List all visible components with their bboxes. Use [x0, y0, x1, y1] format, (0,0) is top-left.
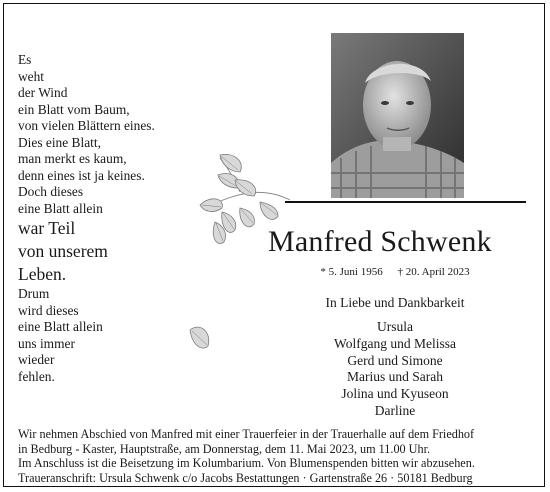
info-line: in Bedburg - Kaster, Hauptstraße, am Donnerstag, dem 11. Mai 2023, um 11.00 Uhr.: [18, 441, 431, 456]
poem-line: von unserem: [18, 241, 108, 261]
poem-line: wird dieses: [18, 302, 79, 318]
poem-line: wieder: [18, 352, 55, 367]
info-line: Traueranschrift: Ursula Schwenk c/o Jacobs Bestattungen · Gartenstraße 26 · 50181 Bedburg: [18, 470, 473, 485]
poem-line: ein Blatt vom Baum,: [18, 101, 130, 117]
poem-line: fehlen.: [18, 368, 55, 384]
poem-line: Es: [18, 52, 32, 67]
poem-line: der Wind: [18, 85, 68, 100]
poem-line: man merkt es kaum,: [18, 151, 127, 166]
mourner-name: Gerd und Simone: [347, 352, 443, 368]
poem-line: weht: [18, 68, 45, 84]
mourner-name: Ursula: [377, 319, 413, 334]
poem-line: Drum: [18, 286, 50, 301]
info-line: Im Anschluss ist die Beisetzung im Kolumbarium. Von Blumenspenden bitten wir abzusehen.: [18, 456, 475, 471]
info-line: Wir nehmen Abschied von Manfred mit einer Trauerfeier in der Trauerhalle auf dem Friedhof: [18, 427, 475, 441]
poem-line: uns immer: [18, 335, 75, 351]
poem-line: war Teil: [18, 218, 76, 238]
mourner-name: Darline: [374, 402, 416, 418]
poem-line: denn eines ist ja keines.: [18, 167, 145, 183]
birth-date: * 5. Juni 1956: [320, 266, 383, 278]
poem-line: von vielen Blättern eines.: [18, 118, 155, 133]
mourner-name: Wolfgang und Melissa: [334, 335, 456, 351]
life-dates: [270, 265, 520, 279]
portrait-photo: [331, 33, 464, 198]
funeral-info: [18, 427, 533, 485]
poem-line: Leben.: [18, 264, 67, 284]
poem-line: Dies eine Blatt,: [18, 134, 101, 150]
poem-line: Doch dieses: [18, 184, 84, 199]
mourners-list: [270, 319, 520, 420]
death-date: † 20. April 2023: [397, 266, 470, 278]
mourner-name: Jolina und Kyuseon: [341, 386, 449, 402]
name-divider: [285, 201, 526, 203]
farewell-text: In Liebe und Dankbarkeit: [325, 295, 465, 310]
mourner-name: Marius und Sarah: [347, 369, 443, 385]
deceased-name: Manfred Schwenk: [268, 225, 492, 258]
poem-line: eine Blatt allein: [18, 200, 103, 216]
poem-line: eine Blatt allein: [18, 319, 103, 334]
